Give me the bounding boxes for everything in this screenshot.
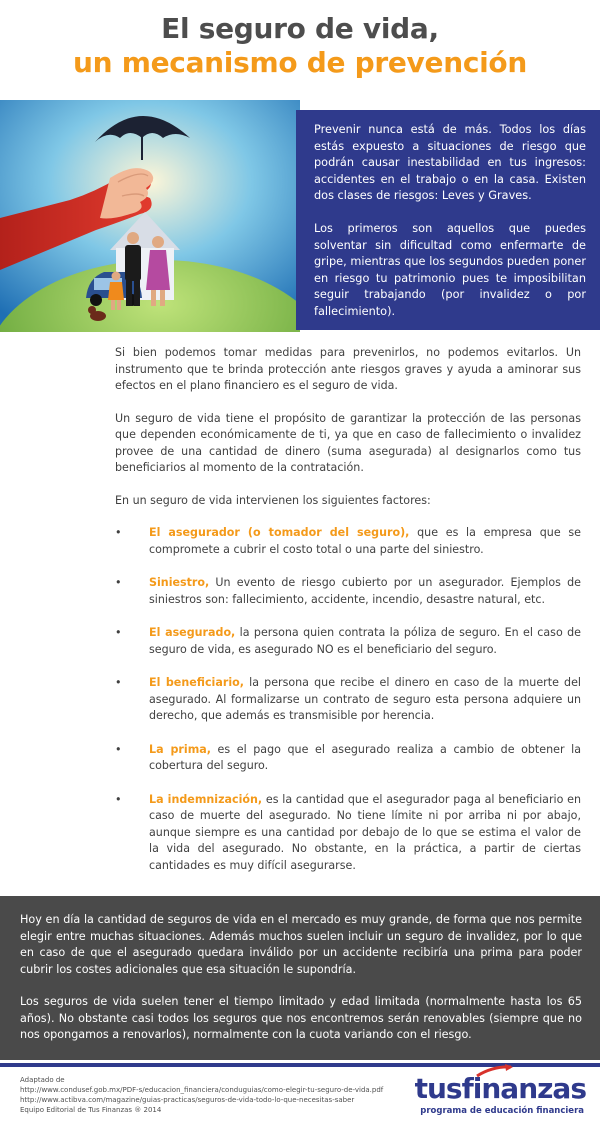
item-term: El asegurador (o tomador del seguro),	[149, 526, 410, 539]
item-term: La prima,	[149, 742, 211, 756]
item-text: la persona quien contrata la póliza de seguro. En el caso de seguro de vida, es asegurado NO es el beneficiario del seguro.	[149, 626, 581, 656]
copyright: Equipo Editorial de Tus Finanzas ® 2014	[20, 1106, 162, 1114]
bullet: •	[115, 742, 122, 756]
bullet: •	[115, 576, 122, 589]
source-link-2[interactable]: http://www.actibva.com/magazine/guias-practicas/seguros-de-vida-todo-lo-que-necesitas-saber	[20, 1096, 355, 1104]
bullet: •	[115, 526, 122, 539]
logo-part-1: tus	[414, 1072, 462, 1105]
list-item	[115, 625, 581, 658]
item-text: es la cantidad que el asegurador paga al beneficiario en caso de muerte del asegurado. No tiene límite ni por arriba ni por abajo, aunque siempre es una cantidad por debajo de lo que se estima el valor de la vida del asegurado. No obstante, en la práctica, a partir de ciertas cantidades es muy difícil asegurarse.	[149, 792, 582, 872]
item-term: Siniestro,	[149, 576, 210, 589]
intro-paragraph-1: Prevenir nunca está de más. Todos los días estás expuesto a situaciones de riesgo que podrán causar inestabilidad en tus ingresos: accidentes en el trabajo o en la casa. Existen dos clases de riesgos: Leves y Graves.	[314, 123, 586, 203]
body-paragraph-3: En un seguro de vida intervienen los siguientes factores:	[115, 493, 431, 507]
bullet: •	[115, 792, 122, 806]
intro-box	[296, 110, 600, 330]
page-title	[0, 12, 600, 80]
source-link-1[interactable]: http://www.condusef.gob.mx/PDF-s/educacion_financiera/conduguias/como-elegir-tu-seguro-de-vida.pdf	[20, 1086, 384, 1094]
item-term: El beneficiario,	[149, 676, 244, 689]
list-item	[115, 792, 581, 875]
intro-paragraph-2: Los primeros son aquellos que puedes solventar sin dificultad como enfermarte de gripe, mientras que los segundos pueden poner en riesgo tu patrimonio pues te imposibilitan seguir trabajando (por invalidez o por fallecimiento).	[314, 221, 586, 318]
swoosh-icon	[475, 1064, 515, 1078]
bullet: •	[115, 676, 122, 689]
list-item	[115, 575, 581, 608]
summary-paragraph-2: Los seguros de vida suelen tener el tiempo limitado y edad limitada (normalmente hasta los 65 años). No obstante casi todos los seguros que nos encontremos serán renovables (siempre que no nos opongamos a renovarlos), normalmente con la cuota variando con el riesgo.	[20, 995, 582, 1041]
logo-tagline: programa de educación financiera	[420, 1106, 584, 1116]
list-item	[115, 525, 581, 558]
list-item	[115, 742, 581, 775]
list-item	[115, 675, 581, 725]
logo-part-2: finanzas	[461, 1072, 586, 1105]
item-term: La indemnización,	[149, 792, 263, 806]
title-line-2: un mecanismo de prevención	[73, 46, 527, 79]
body-paragraph-2: Un seguro de vida tiene el propósito de garantizar la protección de las personas que dependen económicamente de ti, ya que en caso de fallecimiento o invalidez provee de una cantidad de dinero (suma asegurada) al designarlos como tus beneficiarios al momento de la contratación.	[115, 411, 581, 474]
credits	[20, 1075, 383, 1115]
logo-wordmark	[415, 1074, 586, 1104]
body-paragraph-1: Si bien podemos tomar medidas para prevenirlos, no podemos evitarlos. Un instrumento que te brinda protección ante riesgos graves y ayuda a aminorar sus efectos en el plano financiero es el seguro de vida.	[115, 346, 581, 392]
brand-logo	[415, 1074, 586, 1116]
item-text: la persona que recibe el dinero en caso de la muerte del asegurado. Al formalizarse un contrato de seguro esta persona adquiere un derecho, que además es transmisible por herencia.	[149, 676, 582, 722]
item-text: que es la empresa que se compromete a cubrir el costo total o una parte del siniestro.	[149, 526, 581, 556]
item-text: Un evento de riesgo cubierto por un asegurador. Ejemplos de siniestros son: fallecimiento, accidente, incendio, desastre natural, etc.	[149, 576, 581, 606]
item-text: es el pago que el asegurado realiza a cambio de obtener la cobertura del seguro.	[149, 742, 581, 772]
item-term: El asegurado,	[149, 626, 236, 639]
summary-box	[0, 896, 600, 1060]
title-line-1: El seguro de vida,	[161, 12, 439, 45]
hero-illustration	[0, 100, 300, 332]
credits-heading: Adaptado de	[20, 1076, 65, 1084]
main-content	[115, 345, 581, 891]
summary-paragraph-1: Hoy en día la cantidad de seguros de vida en el mercado es muy grande, de forma que nos permite elegir entre muchas situaciones. Además muchos suelen incluir un seguro de invalidez, por lo que en caso de que el asegurado quedara inválido por un accidente recibiría una prima para poder cubrir los costes adicionales que esa situación le supondría.	[20, 913, 582, 976]
family-umbrella-illustration	[0, 100, 300, 332]
bullet: •	[115, 626, 122, 639]
